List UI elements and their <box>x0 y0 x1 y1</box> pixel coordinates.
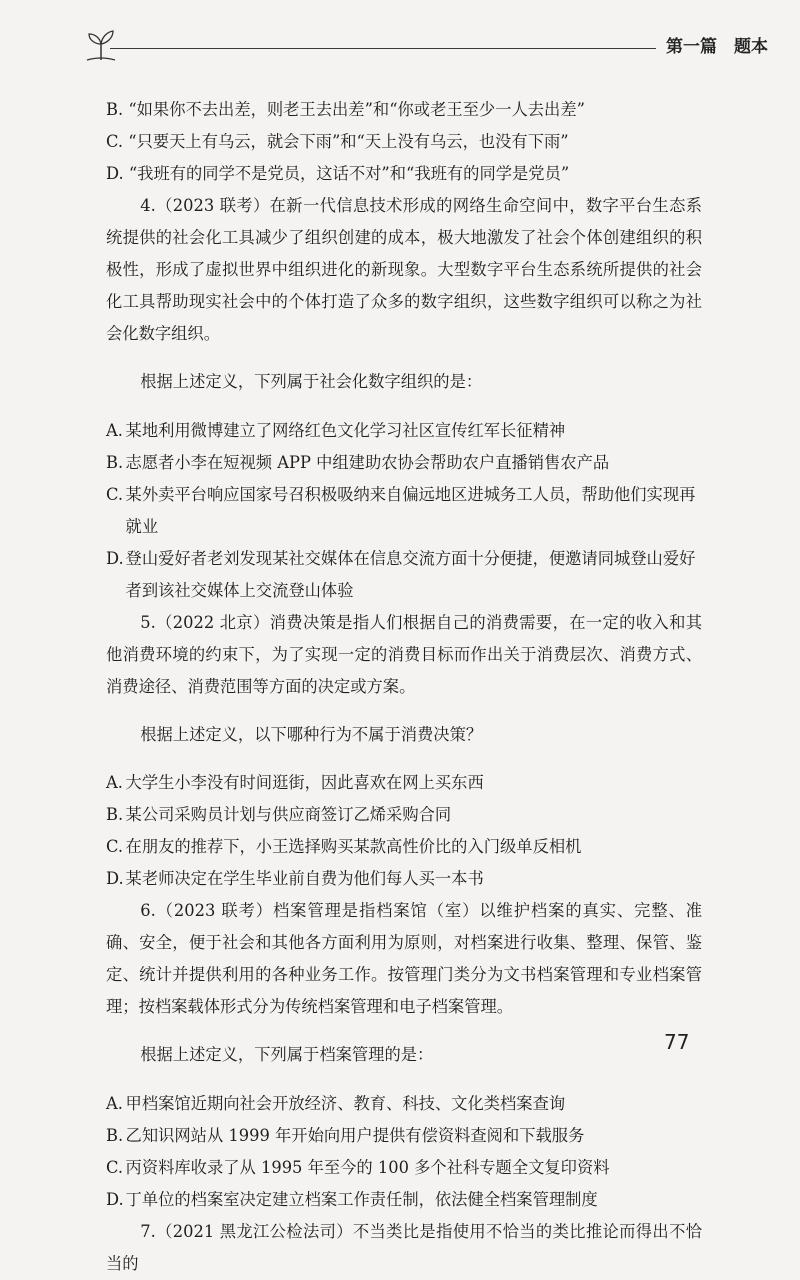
option-text: 丙资料库收录了从 1995 年至今的 100 多个社科专题全文复印资料 <box>125 1157 610 1177</box>
question-5-option-c <box>106 831 702 863</box>
option-letter: D. <box>106 1189 124 1209</box>
question-4-option-a <box>106 415 702 447</box>
page-header <box>84 26 768 62</box>
option-letter: B. <box>106 100 124 119</box>
option-letter: B. <box>106 452 124 472</box>
question-6-option-a <box>106 1088 702 1120</box>
question-5-prompt: 根据上述定义，以下哪种行为不属于消费决策？ <box>140 724 483 744</box>
option-letter: C. <box>106 837 124 857</box>
option-letter: D. <box>106 869 124 889</box>
option-text: 甲档案馆近期向社会开放经济、教育、科技、文化类档案查询 <box>125 1093 566 1113</box>
option-letter: C. <box>106 484 124 504</box>
option-c-line <box>106 126 702 158</box>
question-5-option-d <box>106 863 702 895</box>
option-letter: B. <box>106 1125 124 1145</box>
question-4-prompt: 根据上述定义，下列属于社会化数字组织的是： <box>140 372 483 392</box>
question-4-option-b <box>106 447 702 479</box>
question-6-option-c <box>106 1152 702 1184</box>
option-text: 某老师决定在学生毕业前自费为他们每人买一本书 <box>125 869 484 889</box>
option-d-line <box>106 158 702 190</box>
option-text: “如果你不去出差，则老王去出差”和“你或老王至少一人去出差” <box>128 100 585 119</box>
question-6-prompt: 根据上述定义，下列属于档案管理的是： <box>140 1045 434 1065</box>
option-letter: B. <box>106 805 124 825</box>
option-text: 在朋友的推荐下，小王选择购买某款高性价比的入门级单反相机 <box>125 837 582 857</box>
question-7-stem: 7.（2021 黑龙江公检法司）不当类比是指使用不恰当的类比推论而得出不恰当的 <box>106 1221 702 1273</box>
question-6-stem: 6.（2023 联考）档案管理是指档案馆（室）以维护档案的真实、完整、准确、安全，便于社会和其他各方面利用为原则，对档案进行收集、整理、保管、鉴定、统计并提供利用的各种业务工作。按管理门类分为文书档案管理和专业档案管理；按档案载体形式分为传统档案管理和电子档案管理。 <box>106 901 702 1017</box>
question-5-option-a <box>106 767 702 799</box>
section-title: 第一篇 题本 <box>666 37 768 57</box>
option-text: 某外卖平台响应国家号召积极吸纳来自偏远地区进城务工人员，帮助他们实现再就业 <box>125 484 696 536</box>
option-b-line <box>106 94 702 126</box>
question-5-stem: 5.（2022 北京）消费决策是指人们根据自己的消费需要，在一定的收入和其他消费环境的约束下，为了实现一定的消费目标而作出关于消费层次、消费方式、消费途径、消费范围等方面的决定或方案。 <box>106 612 702 696</box>
option-letter: D. <box>106 548 124 568</box>
option-text: 大学生小李没有时间逛街，因此喜欢在网上买东西 <box>125 773 484 793</box>
option-letter: A. <box>106 1093 123 1113</box>
option-text: 某公司采购员计划与供应商签订乙烯采购合同 <box>125 805 452 825</box>
question-4-option-d <box>106 543 702 607</box>
option-text: 丁单位的档案室决定建立档案工作责任制，依法健全档案管理制度 <box>125 1189 598 1209</box>
option-text: “我班有的同学不是党员，这话不对”和“我班有的同学是党员” <box>128 164 570 183</box>
option-text: 志愿者小李在短视频 APP 中组建助农协会帮助农户直播销售农产品 <box>125 452 610 472</box>
question-5-option-b <box>106 799 702 831</box>
question-6-option-b <box>106 1120 702 1152</box>
question-4-option-c <box>106 479 702 543</box>
option-letter: C. <box>106 132 124 151</box>
option-text: “只要天上有乌云，就会下雨”和“天上没有乌云，也没有下雨” <box>128 132 569 151</box>
page-number: 77 <box>664 1030 690 1054</box>
option-letter: A. <box>106 773 123 793</box>
question-4-stem: 4.（2023 联考）在新一代信息技术形成的网络生命空间中，数字平台生态系统提供的社会化工具减少了组织创建的成本，极大地激发了社会个体创建组织的积极性，形成了虚拟世界中组织进化的新现象。大型数字平台生态系统所提供的社会化工具帮助现实社会中的个体打造了众多的数字组织，这些数字组织可以称之为社会化数字组织。 <box>106 196 702 343</box>
option-letter: A. <box>106 420 123 440</box>
option-text: 登山爱好者老刘发现某社交媒体在信息交流方面十分便捷，便邀请同城登山爱好者到该社交媒体上交流登山体验 <box>125 548 696 600</box>
option-letter: D. <box>106 164 124 183</box>
header-rule <box>110 48 656 49</box>
option-text: 某地利用微博建立了网络红色文化学习社区宣传红军长征精神 <box>125 420 566 440</box>
option-text: 乙知识网站从 1999 年开始向用户提供有偿资料查阅和下载服务 <box>125 1125 585 1145</box>
sprout-icon <box>84 26 118 62</box>
option-letter: C. <box>106 1157 124 1177</box>
page-content <box>106 94 702 1280</box>
question-6-option-d <box>106 1184 702 1216</box>
